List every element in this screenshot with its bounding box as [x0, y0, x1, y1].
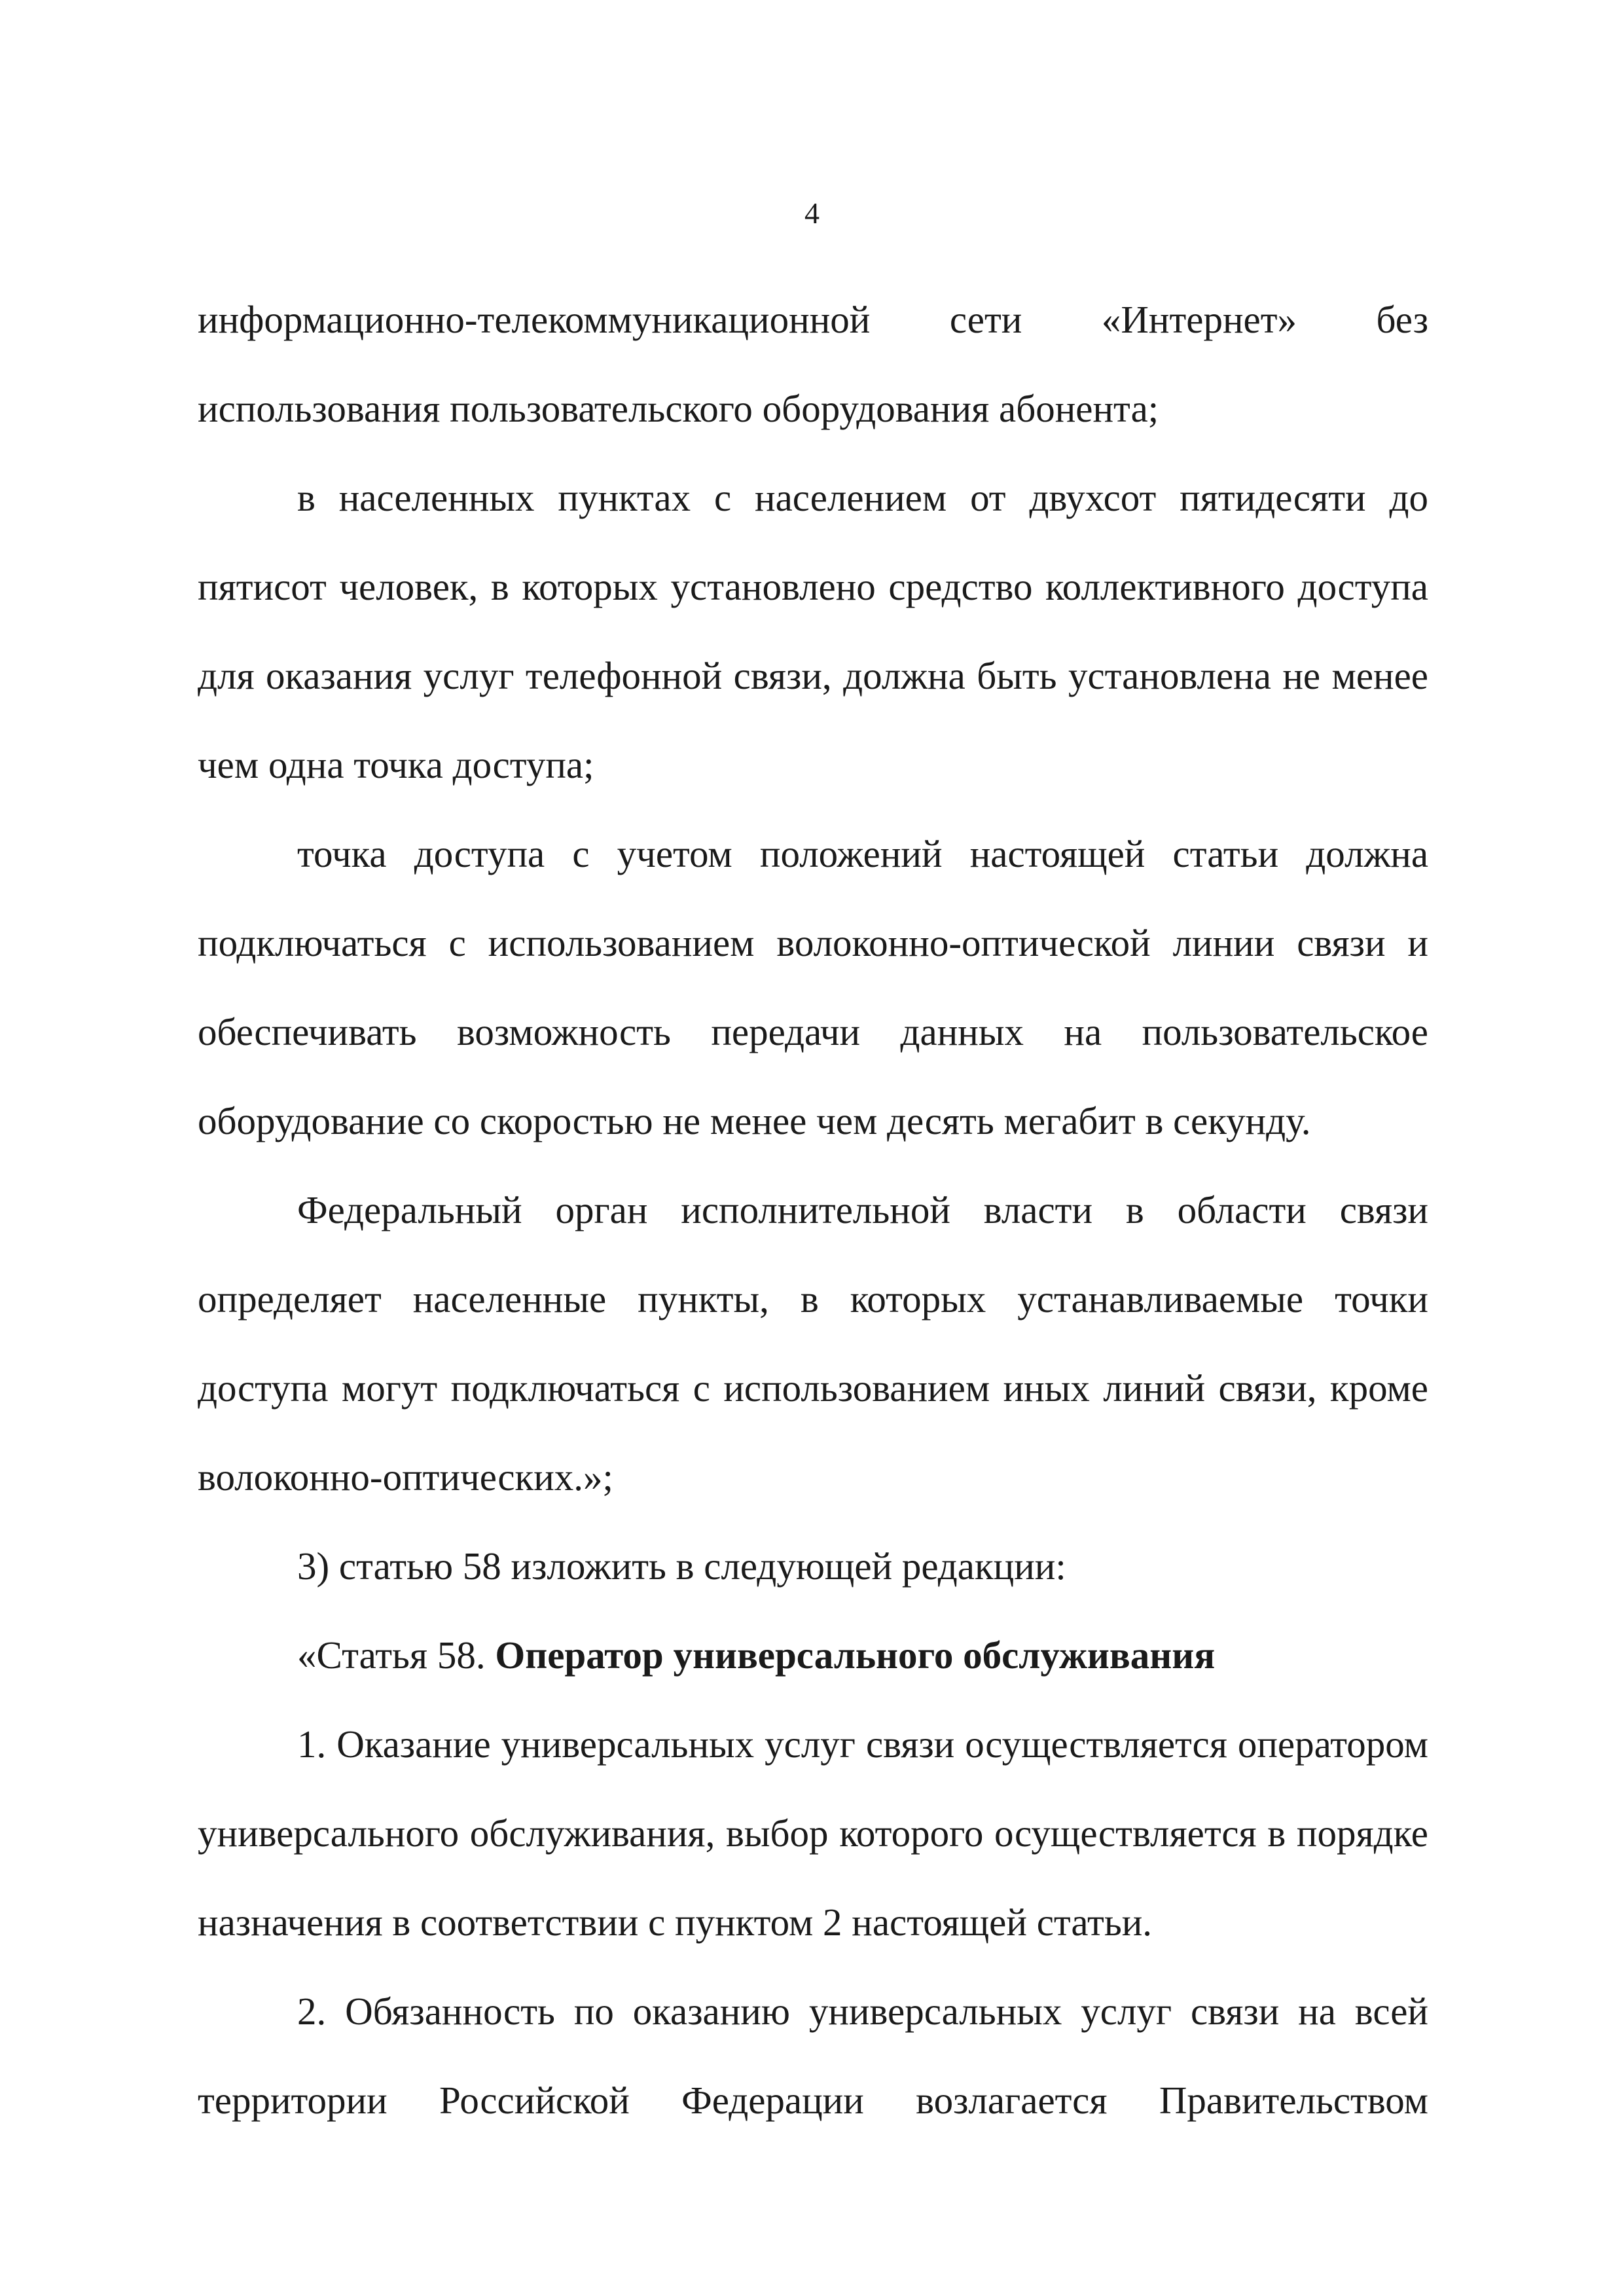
text-line: чем одна точка доступа; [198, 743, 594, 786]
page-number: 4 [804, 196, 820, 230]
article-heading-title: Оператор универсального обслуживания [495, 1633, 1216, 1677]
text-line: точка доступа с учетом положений настоящей статьи должна [297, 832, 1428, 875]
text-line: подключаться с использованием волоконно-оптической линии связи и [198, 921, 1428, 964]
text-line: территории Российской Федерации возлагается Правительством [198, 2079, 1428, 2122]
text-line: доступа могут подключаться с использованием иных линий связи, кроме [198, 1366, 1428, 1410]
text-line: в населенных пунктах с населением от двухсот пятидесяти до [297, 476, 1428, 519]
text-line: волоконно-оптических.»; [198, 1455, 613, 1499]
article-heading-prefix: «Статья 58. [297, 1633, 496, 1677]
text-line: назначения в соответствии с пунктом 2 настоящей статьи. [198, 1901, 1153, 1944]
text-line: для оказания услуг телефонной связи, должна быть установлена не менее [198, 654, 1428, 697]
text-line: пятисот человек, в которых установлено средство коллективного доступа [198, 565, 1428, 608]
article-heading [297, 1629, 1428, 1681]
text-line: Федеральный орган исполнительной власти в области связи [297, 1188, 1428, 1231]
text-line: использования пользовательского оборудования абонента; [198, 387, 1159, 430]
text-line: 2. Обязанность по оказанию универсальных услуг связи на всей [297, 1990, 1428, 2033]
text-line: 3) статью 58 изложить в следующей редакции: [297, 1544, 1066, 1588]
text-line: 1. Оказание универсальных услуг связи осуществляется оператором [297, 1722, 1428, 1766]
text-line: оборудование со скоростью не менее чем десять мегабит в секунду. [198, 1099, 1311, 1142]
text-line: универсального обслуживания, выбор которого осуществляется в порядке [198, 1812, 1428, 1855]
text-line: определяет населенные пункты, в которых устанавливаемые точки [198, 1277, 1428, 1321]
text-line: обеспечивать возможность передачи данных на пользовательское [198, 1010, 1428, 1053]
text-line: информационно-телекоммуникационной сети «Интернет» без [198, 298, 1428, 341]
